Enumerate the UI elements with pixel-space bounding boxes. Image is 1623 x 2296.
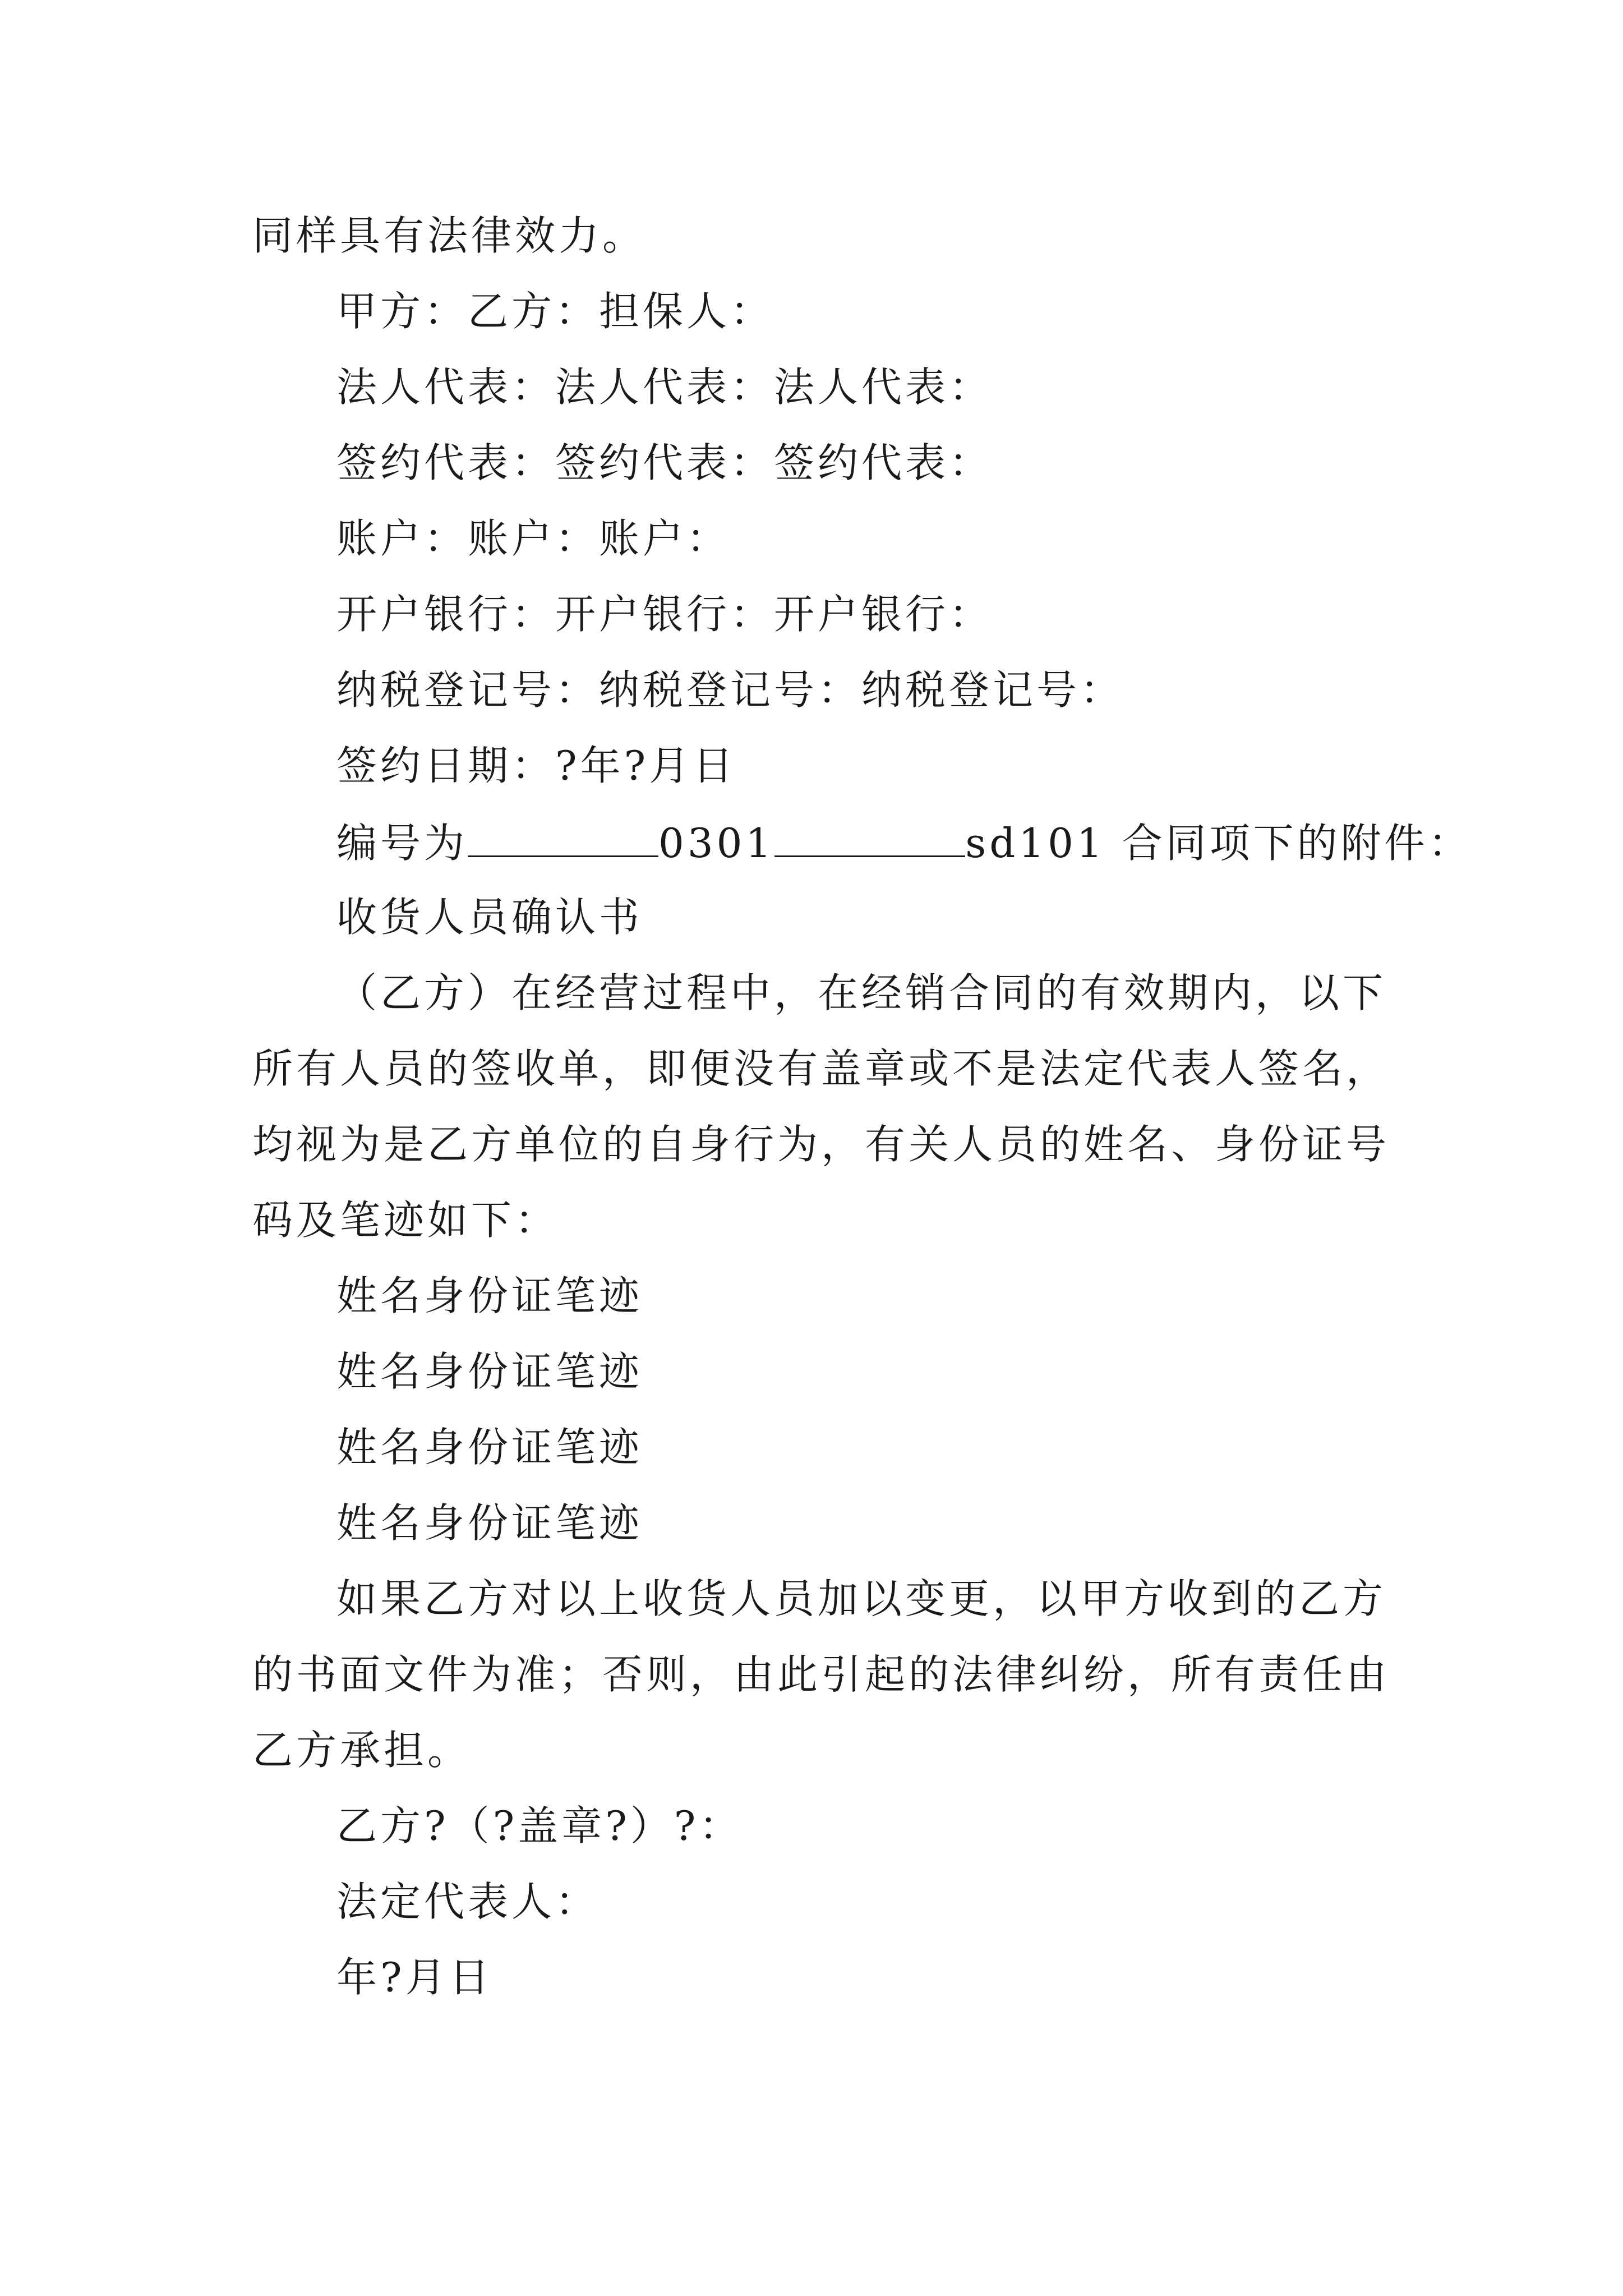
paragraph-line: 码及笔迹如下： <box>252 1197 559 1244</box>
text-line-validity: 同样具有法律效力。 <box>252 212 647 259</box>
signing-rep-line: 签约代表：签约代表：签约代表： <box>336 439 993 486</box>
section-heading: 收货人员确认书 <box>336 894 643 941</box>
parties-line: 甲方：乙方：担保人： <box>336 288 774 335</box>
paragraph-line: 均视为是乙方单位的自身行为，有关人员的姓名、身份证号 <box>252 1121 1390 1168</box>
paragraph-line: 所有人员的签收单，即便没有盖章或不是法定代表人签名， <box>252 1045 1390 1092</box>
attachment-middle: 0301 <box>658 820 775 867</box>
signing-date-line: 签约日期：?年?月日 <box>336 742 737 789</box>
attachment-number-line <box>336 816 1472 867</box>
sign-date-line: 年?月日 <box>336 1954 493 2001</box>
paragraph-line: 如果乙方对以上收货人员加以变更，以甲方收到的乙方 <box>336 1575 1387 1622</box>
paragraph-line: 乙方承担。 <box>252 1727 472 1774</box>
receiver-row: 姓名身份证笔迹 <box>336 1499 643 1547</box>
legal-representative-line: 法定代表人： <box>336 1878 600 1925</box>
receiver-row: 姓名身份证笔迹 <box>336 1424 643 1471</box>
receiver-row: 姓名身份证笔迹 <box>336 1348 643 1395</box>
party-b-seal-line: 乙方?（?盖章?）?： <box>336 1802 743 1849</box>
attachment-suffix: sd101 合同项下的附件： <box>965 820 1472 867</box>
account-line: 账户：账户：账户： <box>336 515 731 562</box>
receiver-row: 姓名身份证笔迹 <box>336 1272 643 1319</box>
legal-rep-line: 法人代表：法人代表：法人代表： <box>336 364 993 411</box>
paragraph-line: （乙方）在经营过程中，在经销合同的有效期内，以下 <box>336 969 1387 1016</box>
blank-underline <box>468 816 658 857</box>
blank-underline <box>774 816 965 857</box>
tax-number-line: 纳税登记号：纳税登记号：纳税登记号： <box>336 666 1124 714</box>
attachment-prefix: 编号为 <box>336 820 468 867</box>
paragraph-line: 的书面文件为准；否则，由此引起的法律纠纷，所有责任由 <box>252 1651 1390 1698</box>
bank-line: 开户银行：开户银行：开户银行： <box>336 591 993 638</box>
